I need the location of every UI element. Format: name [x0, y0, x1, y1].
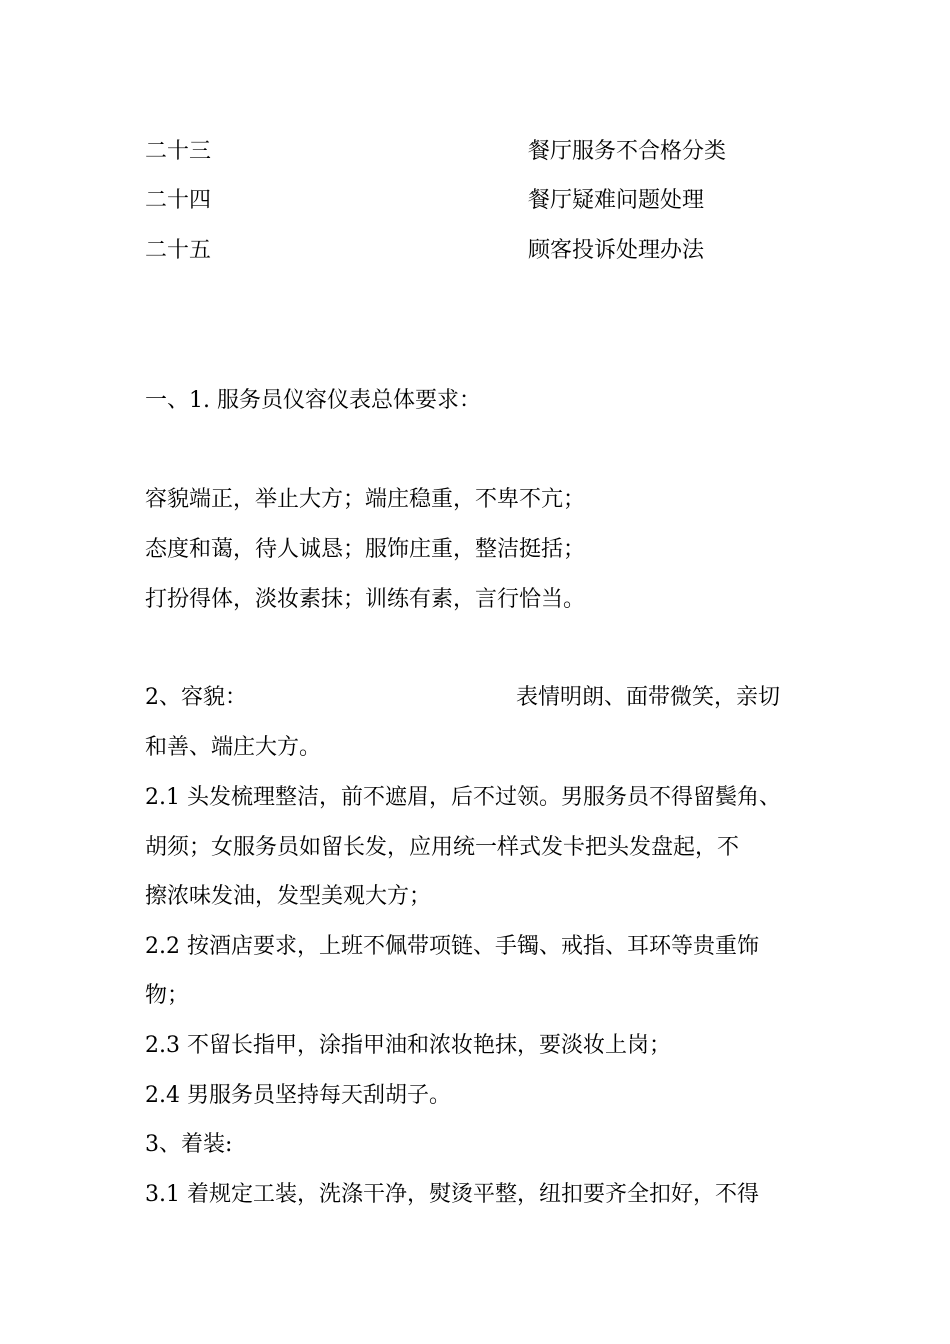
paragraph-line: 物；	[145, 983, 190, 1008]
section-2-label: 2、容貌：	[145, 685, 247, 710]
paragraph-line: 容貌端正，举止大方；端庄稳重，不卑不亢；	[145, 487, 586, 512]
toc-number: 二十三	[145, 139, 212, 164]
toc-number: 二十五	[145, 238, 212, 263]
paragraph-line: 打扮得体，淡妆素抹；训练有素，言行恰当。	[145, 587, 586, 612]
paragraph-line: 擦浓味发油，发型美观大方；	[145, 884, 432, 909]
paragraph-line: 胡须；女服务员如留长发，应用统一样式发卡把头发盘起，不	[145, 835, 740, 860]
toc-title: 顾客投诉处理办法	[528, 238, 705, 263]
toc-title: 餐厅疑难问题处理	[528, 188, 705, 213]
section-2-text: 表情明朗、面带微笑，亲切	[516, 685, 781, 710]
section-3-heading: 3、着装:	[145, 1132, 233, 1157]
paragraph-line: 2.2 按酒店要求，上班不佩带项链、手镯、戒指、耳环等贵重饰	[145, 934, 759, 959]
paragraph-line: 3.1 着规定工装，洗涤干净，熨烫平整，纽扣要齐全扣好，不得	[145, 1182, 759, 1207]
paragraph-line: 2.1 头发梳理整洁，前不遮眉，后不过领。男服务员不得留鬓角、	[145, 785, 781, 810]
toc-number: 二十四	[145, 188, 212, 213]
toc-title: 餐厅服务不合格分类	[528, 139, 727, 164]
section-1-heading: 一、1. 服务员仪容仪表总体要求：	[145, 388, 481, 413]
paragraph-line: 2.4 男服务员坚持每天刮胡子。	[145, 1083, 451, 1108]
paragraph-line: 2.3 不留长指甲，涂指甲油和浓妆艳抹，要淡妆上岗；	[145, 1033, 671, 1058]
paragraph-line: 和善、端庄大方。	[145, 735, 322, 760]
paragraph-line: 态度和蔼，待人诚恳；服饰庄重，整洁挺括；	[145, 537, 586, 562]
